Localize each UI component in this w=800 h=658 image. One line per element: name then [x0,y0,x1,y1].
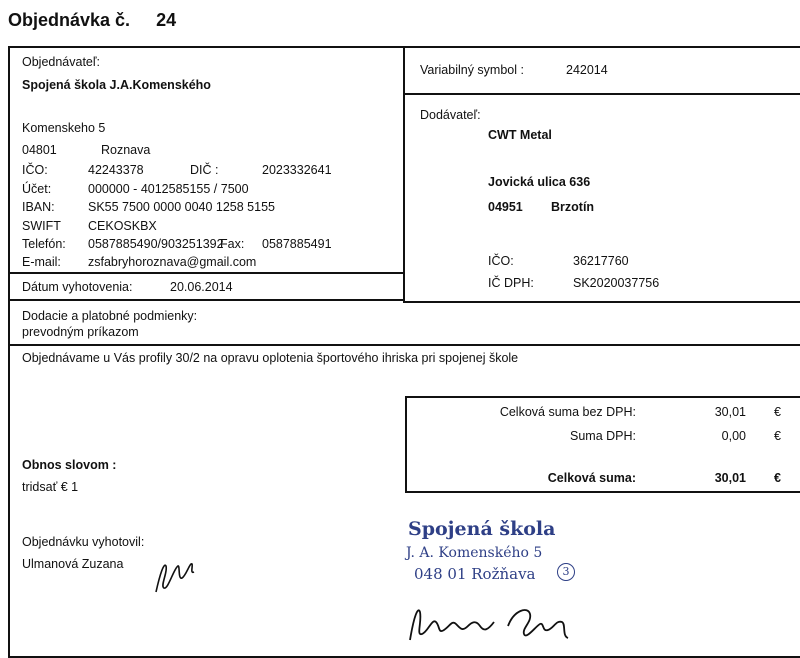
vertical-divider [403,46,405,302]
orderer-email: zsfabryhoroznava@gmail.com [88,255,257,269]
orderer-dic-label: DIČ : [190,163,219,177]
order-title [8,10,176,31]
total-without-vat-label: Celková suma bez DPH: [499,405,636,419]
orderer-iban-label: IBAN: [22,200,55,214]
currency-symbol: € [774,405,781,419]
supplier-top-line [403,93,800,95]
order-title-label: Objednávka č. [8,10,131,30]
order-number: 24 [156,10,177,30]
supplier-ico-label: IČO: [488,254,514,268]
stamp-number: 3 [557,563,575,581]
orderer-account-label: Účet: [22,182,52,196]
date-bottom-line [8,299,404,301]
currency-symbol: € [774,429,781,443]
orderer-phone-label: Telefón: [22,237,66,251]
orderer-swift: CEKOSKBX [88,219,157,233]
currency-symbol: € [774,471,781,485]
date-value: 20.06.2014 [170,280,233,294]
supplier-name: CWT Metal [488,128,552,142]
terms-label: Dodacie a platobné podmienky: [22,309,198,323]
grand-total-value: 30,01 [714,471,746,485]
supplier-street: Jovická ulica 636 [488,175,591,189]
supplier-bottom-line [403,301,800,303]
variable-symbol-label: Variabilný symbol : [420,63,524,77]
issued-by-label: Objednávku vyhotovil: [22,535,145,549]
supplier-zip: 04951 [488,200,523,214]
supplier-label: Dodávateľ: [420,108,481,122]
orderer-zip: 04801 [22,143,57,157]
orderer-ico-label: IČO: [22,163,48,177]
orderer-account: 000000 - 4012585155 / 7500 [88,182,249,196]
orderer-phone: 0587885490/903251392 [88,237,224,251]
orderer-iban: SK55 7500 0000 0040 1258 5155 [88,200,275,214]
authorized-signature [404,596,594,648]
orderer-swift-label: SWIFT [22,219,61,233]
orderer-dic: 2023332641 [262,163,332,177]
date-label: Dátum vyhotovenia: [22,280,133,294]
stamp-line2: J. A. Komenského 5 [406,545,543,561]
amount-in-words-label: Obnos slovom : [22,458,117,472]
supplier-icdph: SK2020037756 [573,276,660,290]
date-top-line [8,272,404,274]
supplier-icdph-label: IČ DPH: [488,276,534,290]
terms-bottom-line [8,344,800,346]
orderer-label: Objednávateľ: [22,55,101,69]
orderer-fax: 0587885491 [262,237,332,251]
supplier-ico: 36217760 [573,254,629,268]
orderer-name: Spojená škola J.A.Komenského [22,78,211,92]
orderer-street: Komenskeho 5 [22,121,106,135]
order-description: Objednávame u Vás profily 30/2 na opravu oplotenia športového ihriska pri spojenej škole [22,351,519,365]
terms-value: prevodným príkazom [22,325,139,339]
orderer-fax-label: Fax: [220,237,245,251]
supplier-city: Brzotín [551,200,595,214]
issued-by-name: Ulmanová Zuzana [22,557,124,571]
vat-label: Suma DPH: [570,429,636,443]
grand-total-label: Celková suma: [547,471,636,485]
total-without-vat-value: 30,01 [714,405,746,419]
stamp-line1: Spojená škola [408,518,556,540]
variable-symbol-value: 242014 [566,63,608,77]
amount-in-words-value: tridsať € 1 [22,480,79,494]
vat-value: 0,00 [721,429,746,443]
issuer-signature [152,548,202,596]
orderer-ico: 42243378 [88,163,144,177]
orderer-email-label: E-mail: [22,255,61,269]
orderer-city: Roznava [101,143,151,157]
stamp-line3: 048 01 Rožňava [414,565,536,583]
